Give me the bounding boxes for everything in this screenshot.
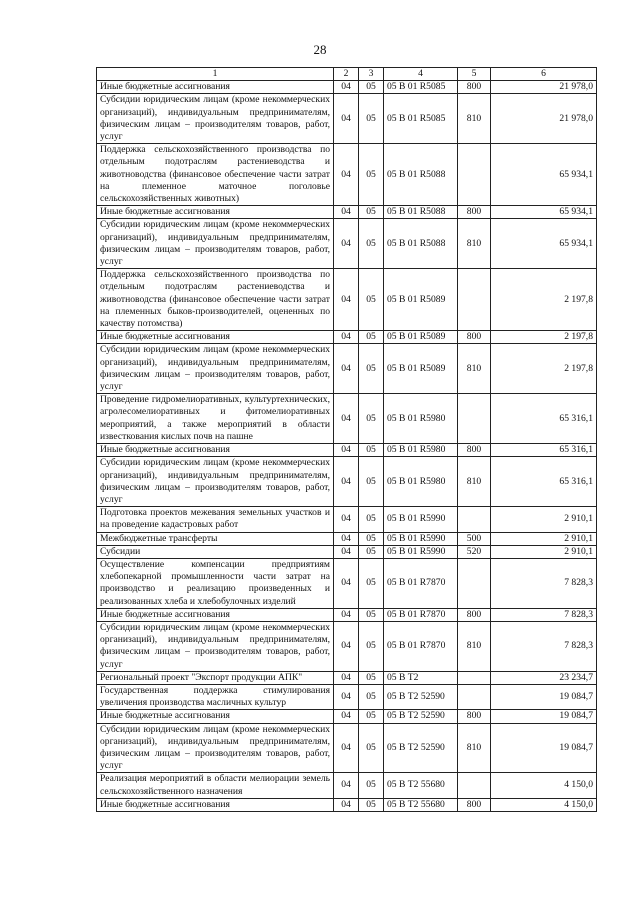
cell-col3: 05: [359, 710, 384, 723]
cell-col2: 04: [334, 269, 359, 331]
cell-col5: [458, 684, 491, 709]
cell-amount: 21 978,0: [491, 94, 597, 144]
cell-name: Субсидии юридическим лицам (кроме некоммерческих организаций), индивидуальным предпринимателям, физическим лицам – производителям товаров, работ, услуг: [97, 94, 334, 144]
cell-name: Межбюджетные трансферты: [97, 532, 334, 545]
cell-name: Иные бюджетные ассигнования: [97, 331, 334, 344]
table-row: [97, 269, 597, 331]
table-row: [97, 545, 597, 558]
cell-name: Иные бюджетные ассигнования: [97, 710, 334, 723]
cell-col5: 800: [458, 331, 491, 344]
cell-name: Государственная поддержка стимулирования увеличения производства масличных культур: [97, 684, 334, 709]
cell-col3: 05: [359, 723, 384, 773]
cell-code: 05 В 01 R7870: [384, 621, 458, 671]
cell-col3: 05: [359, 206, 384, 219]
cell-name: Субсидии юридическим лицам (кроме некоммерческих организаций), индивидуальным предпринимателям, физическим лицам – производителям товаров, работ, услуг: [97, 723, 334, 773]
cell-col3: 05: [359, 269, 384, 331]
cell-name: Субсидии юридическим лицам (кроме некоммерческих организаций), индивидуальным предпринимателям, физическим лицам – производителям товаров, работ, услуг: [97, 457, 334, 507]
cell-amount: 2 910,1: [491, 532, 597, 545]
table-row: [97, 219, 597, 269]
cell-code: 05 В 01 R5990: [384, 507, 458, 532]
cell-col2: 04: [334, 206, 359, 219]
cell-col3: 05: [359, 671, 384, 684]
cell-code: 05 В 01 R5085: [384, 94, 458, 144]
cell-amount: 65 316,1: [491, 394, 597, 444]
cell-col2: 04: [334, 710, 359, 723]
cell-col2: 04: [334, 507, 359, 532]
cell-code: 05 В 01 R5990: [384, 532, 458, 545]
cell-amount: 19 084,7: [491, 684, 597, 709]
cell-col5: 810: [458, 723, 491, 773]
cell-col3: 05: [359, 331, 384, 344]
cell-code: 05 В 01 R7870: [384, 558, 458, 608]
cell-name: Поддержка сельскохозяйственного производства по отдельным подотраслям растениеводства и животноводства (финансовое обеспечение части затрат на племенное маточное поголовье сельскохозяйственных животных): [97, 144, 334, 206]
table-row: [97, 710, 597, 723]
cell-amount: 7 828,3: [491, 608, 597, 621]
cell-code: 05 В Т2 55680: [384, 773, 458, 798]
header-cell: 4: [384, 68, 458, 81]
table-row: [97, 798, 597, 811]
cell-col2: 04: [334, 81, 359, 94]
cell-col5: [458, 671, 491, 684]
cell-code: 05 В 01 R5089: [384, 269, 458, 331]
cell-amount: 2 197,8: [491, 331, 597, 344]
cell-name: Реализация мероприятий в области мелиорации земель сельскохозяйственного назначения: [97, 773, 334, 798]
cell-amount: 65 316,1: [491, 457, 597, 507]
cell-amount: 4 150,0: [491, 798, 597, 811]
cell-name: Иные бюджетные ассигнования: [97, 206, 334, 219]
table-row: [97, 532, 597, 545]
cell-name: Иные бюджетные ассигнования: [97, 444, 334, 457]
cell-col3: 05: [359, 219, 384, 269]
cell-col2: 04: [334, 684, 359, 709]
cell-code: 05 В 01 R5089: [384, 344, 458, 394]
cell-col2: 04: [334, 532, 359, 545]
table-row: [97, 457, 597, 507]
cell-amount: 19 084,7: [491, 723, 597, 773]
cell-code: 05 В 01 R5980: [384, 394, 458, 444]
cell-col3: 05: [359, 144, 384, 206]
cell-code: 05 В Т2 52590: [384, 684, 458, 709]
cell-col5: 810: [458, 621, 491, 671]
cell-col5: 810: [458, 344, 491, 394]
cell-col5: [458, 269, 491, 331]
cell-amount: 65 316,1: [491, 444, 597, 457]
cell-col3: 05: [359, 394, 384, 444]
cell-name: Субсидии юридическим лицам (кроме некоммерческих организаций), индивидуальным предпринимателям, физическим лицам – производителям товаров, работ, услуг: [97, 344, 334, 394]
cell-code: 05 В Т2: [384, 671, 458, 684]
table-row: [97, 723, 597, 773]
cell-amount: 19 084,7: [491, 710, 597, 723]
header-cell: 6: [491, 68, 597, 81]
cell-code: 05 В Т2 52590: [384, 710, 458, 723]
cell-amount: 2 910,1: [491, 545, 597, 558]
cell-name: Подготовка проектов межевания земельных участков и на проведение кадастровых работ: [97, 507, 334, 532]
cell-col3: 05: [359, 94, 384, 144]
cell-name: Иные бюджетные ассигнования: [97, 798, 334, 811]
cell-col3: 05: [359, 81, 384, 94]
cell-col2: 04: [334, 608, 359, 621]
cell-name: Поддержка сельскохозяйственного производства по отдельным подотраслям растениеводства и животноводства (финансовое обеспечение части затрат на племенных быков-производителей, оцененных по качеству потомства): [97, 269, 334, 331]
cell-col3: 05: [359, 532, 384, 545]
table-row: [97, 144, 597, 206]
cell-code: 05 В Т2 55680: [384, 798, 458, 811]
table-row: [97, 773, 597, 798]
table-row: [97, 344, 597, 394]
cell-amount: 65 934,1: [491, 219, 597, 269]
cell-col3: 05: [359, 608, 384, 621]
budget-table: [96, 67, 597, 812]
page-number: 28: [313, 42, 327, 57]
table-row: [97, 81, 597, 94]
cell-col3: 05: [359, 507, 384, 532]
cell-col5: 810: [458, 94, 491, 144]
cell-col5: 800: [458, 608, 491, 621]
cell-col3: 05: [359, 344, 384, 394]
table-row: [97, 444, 597, 457]
header-cell: 3: [359, 68, 384, 81]
cell-col5: 800: [458, 710, 491, 723]
table-row: [97, 621, 597, 671]
header-cell: 1: [97, 68, 334, 81]
cell-code: 05 В 01 R5088: [384, 206, 458, 219]
cell-code: 05 В 01 R5980: [384, 457, 458, 507]
cell-amount: 21 978,0: [491, 81, 597, 94]
cell-col2: 04: [334, 621, 359, 671]
cell-col5: 810: [458, 219, 491, 269]
cell-col5: 500: [458, 532, 491, 545]
cell-col5: 520: [458, 545, 491, 558]
cell-col5: 810: [458, 457, 491, 507]
cell-amount: 4 150,0: [491, 773, 597, 798]
cell-col2: 04: [334, 798, 359, 811]
cell-col2: 04: [334, 394, 359, 444]
cell-col2: 04: [334, 331, 359, 344]
cell-name: Иные бюджетные ассигнования: [97, 608, 334, 621]
cell-amount: 65 934,1: [491, 206, 597, 219]
cell-code: 05 В Т2 52590: [384, 723, 458, 773]
cell-col2: 04: [334, 545, 359, 558]
cell-col2: 04: [334, 344, 359, 394]
cell-col3: 05: [359, 773, 384, 798]
table-row: [97, 331, 597, 344]
cell-name: Субсидии юридическим лицам (кроме некоммерческих организаций), индивидуальным предпринимателям, физическим лицам – производителям товаров, работ, услуг: [97, 621, 334, 671]
cell-col2: 04: [334, 219, 359, 269]
cell-col3: 05: [359, 558, 384, 608]
table-row: [97, 608, 597, 621]
cell-col5: 800: [458, 798, 491, 811]
cell-code: 05 В 01 R5085: [384, 81, 458, 94]
cell-col2: 04: [334, 671, 359, 684]
cell-code: 05 В 01 R5088: [384, 144, 458, 206]
cell-name: Субсидии юридическим лицам (кроме некоммерческих организаций), индивидуальным предпринимателям, физическим лицам – производителям товаров, работ, услуг: [97, 219, 334, 269]
cell-col3: 05: [359, 457, 384, 507]
header-row: [97, 68, 597, 81]
cell-col5: [458, 507, 491, 532]
table-row: [97, 671, 597, 684]
table-row: [97, 558, 597, 608]
cell-col2: 04: [334, 773, 359, 798]
cell-name: Проведение гидромелиоративных, культуртехнических, агролесомелиоративных и фитомелиоративных мероприятий, а также мероприятий в области известкования кислых почв на пашне: [97, 394, 334, 444]
table-row: [97, 394, 597, 444]
cell-col5: [458, 773, 491, 798]
cell-col3: 05: [359, 684, 384, 709]
cell-amount: 7 828,3: [491, 621, 597, 671]
cell-col5: 800: [458, 444, 491, 457]
table-row: [97, 94, 597, 144]
cell-amount: 2 197,8: [491, 269, 597, 331]
cell-code: 05 В 01 R5088: [384, 219, 458, 269]
table-row: [97, 507, 597, 532]
cell-col3: 05: [359, 621, 384, 671]
cell-amount: 65 934,1: [491, 144, 597, 206]
cell-amount: 2 910,1: [491, 507, 597, 532]
cell-code: 05 В 01 R5990: [384, 545, 458, 558]
table-row: [97, 684, 597, 709]
cell-col3: 05: [359, 444, 384, 457]
cell-col2: 04: [334, 94, 359, 144]
cell-col2: 04: [334, 144, 359, 206]
cell-col5: 800: [458, 206, 491, 219]
cell-code: 05 В 01 R5089: [384, 331, 458, 344]
cell-col5: 800: [458, 81, 491, 94]
header-cell: 2: [334, 68, 359, 81]
cell-col2: 04: [334, 558, 359, 608]
cell-code: 05 В 01 R7870: [384, 608, 458, 621]
table-row: [97, 206, 597, 219]
cell-amount: 23 234,7: [491, 671, 597, 684]
cell-name: Иные бюджетные ассигнования: [97, 81, 334, 94]
cell-col3: 05: [359, 545, 384, 558]
cell-amount: 2 197,8: [491, 344, 597, 394]
cell-amount: 7 828,3: [491, 558, 597, 608]
cell-col3: 05: [359, 798, 384, 811]
cell-name: Региональный проект "Экспорт продукции АПК": [97, 671, 334, 684]
cell-col5: [458, 558, 491, 608]
cell-name: Осуществление компенсации предприятиям хлебопекарной промышленности части затрат на производство и реализацию произведенных и реализованных хлеба и хлебобулочных изделий: [97, 558, 334, 608]
cell-col5: [458, 144, 491, 206]
cell-col5: [458, 394, 491, 444]
cell-col2: 04: [334, 723, 359, 773]
cell-name: Субсидии: [97, 545, 334, 558]
cell-code: 05 В 01 R5980: [384, 444, 458, 457]
cell-col2: 04: [334, 457, 359, 507]
header-cell: 5: [458, 68, 491, 81]
cell-col2: 04: [334, 444, 359, 457]
